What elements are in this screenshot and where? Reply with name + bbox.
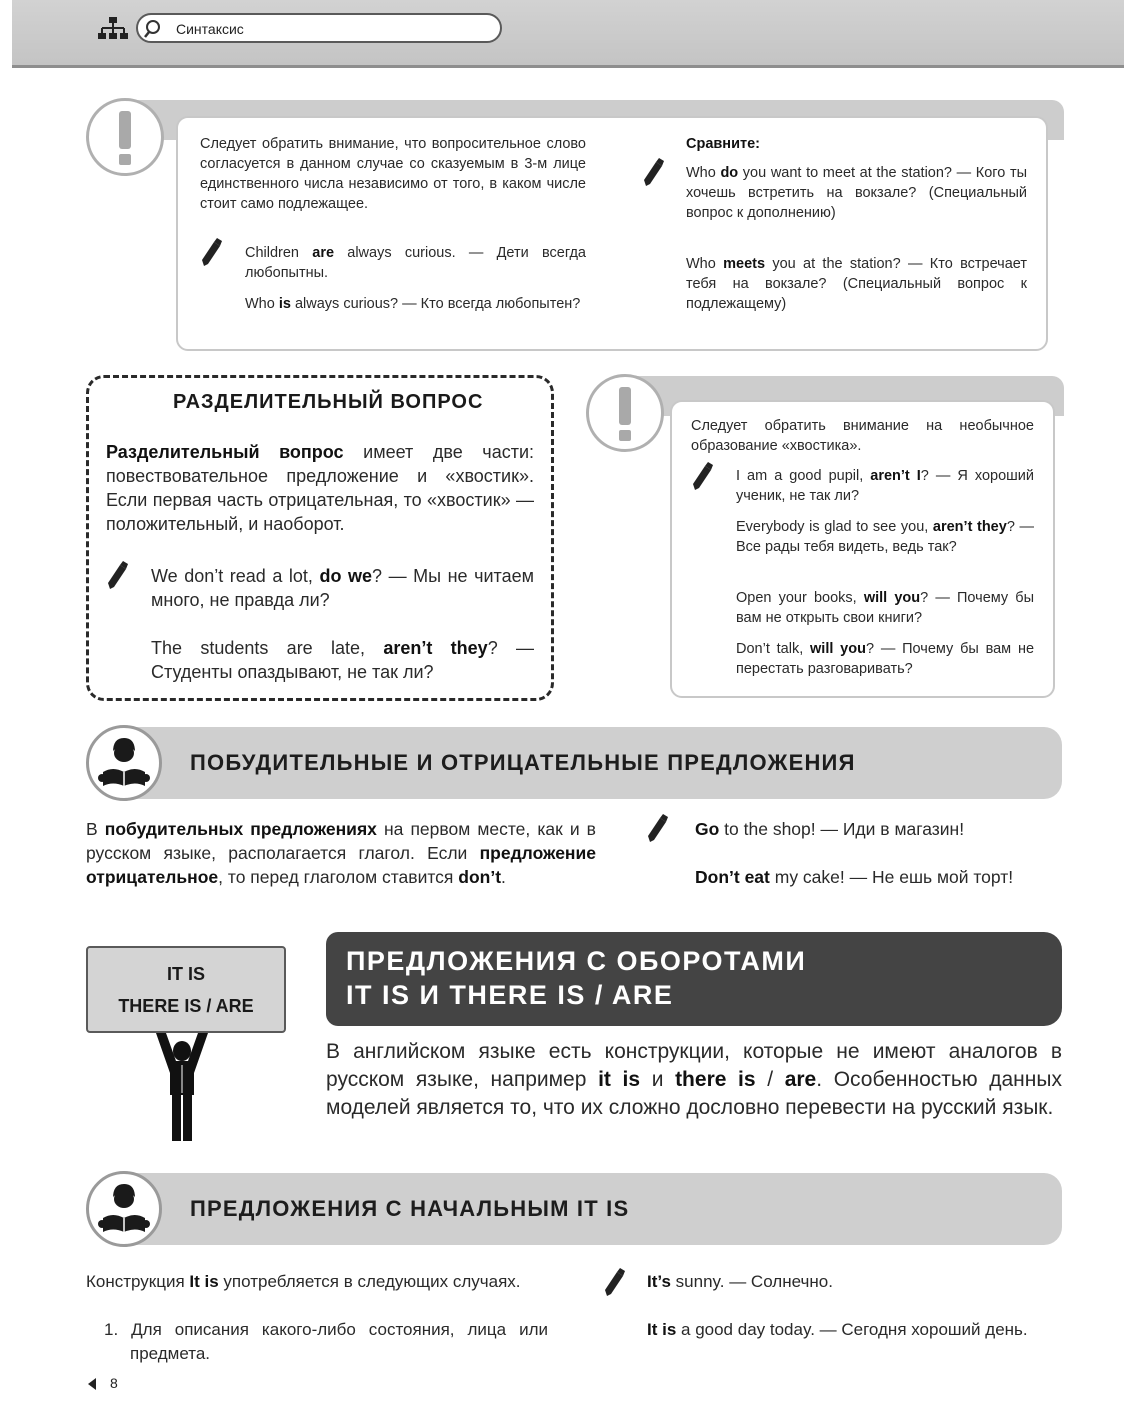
exclamation-icon — [86, 98, 164, 176]
pen-icon — [106, 561, 130, 591]
pen-icon — [642, 158, 666, 188]
top-bar — [12, 0, 1124, 68]
constructions-banner — [326, 932, 1062, 1026]
search-text: Синтаксис — [176, 21, 244, 37]
person-holding-sign-icon — [150, 1033, 214, 1143]
imperative-example-2: Don’t eat my cake! — Не ешь мой торт! — [695, 867, 1014, 887]
constructions-paragraph: В английском языке есть конструкции, которые не имеют аналогов в русском языке, например it is и there is / are. Особенностью данных моделей является то, что их сложно дословно перевести на русский язык. — [326, 1040, 1062, 1119]
tag-question-example-1: We don’t read a lot, do we? — Мы не читаем много, не правда ли? — [151, 566, 534, 610]
imperative-example-1: Go to the shop! — Иди в магазин! — [695, 819, 965, 839]
section-title: ПРЕДЛОЖЕНИЯ С НАЧАЛЬНЫМ IT IS — [190, 1196, 630, 1221]
tag-question-title: РАЗДЕЛИТЕЛЬНЫЙ ВОПРОС — [173, 391, 484, 413]
note2-intro: Следует обратить внимание на необычное образование «хвостика». — [691, 418, 1034, 454]
search-input[interactable] — [136, 13, 502, 43]
tag-question-definition: Разделительный вопрос имеет две части: повествовательное предложение и «хвостик». Если первая часть отрицательная, то «хвостик» — положительный, и наоборот. — [106, 442, 534, 534]
constructions-card — [86, 946, 286, 1033]
section-title: ПОБУДИТЕЛЬНЫЕ И ОТРИЦАТЕЛЬНЫЕ ПРЕДЛОЖЕНИЯ — [190, 750, 856, 775]
initial-it-paragraph: Конструкция It is употребляется в следующих случаях. — [86, 1272, 521, 1291]
note2-example-2: Everybody is glad to see you, aren’t they? — Все рады тебя видеть, ведь так? — [736, 519, 1034, 555]
initial-it-example-1: It’s sunny. — Солнечно. — [647, 1272, 833, 1291]
initial-it-example-2: It is a good day today. — Сегодня хороший день. — [647, 1320, 1028, 1339]
card-line-2: THERE IS / ARE — [118, 996, 254, 1016]
pen-icon — [200, 238, 224, 268]
compare-title: Сравните: — [686, 136, 760, 152]
compare-example-2: Who meets you at the station? — Кто встречает тебя на вокзале? (Специальный вопрос к подлежащему) — [686, 256, 1027, 312]
pen-icon — [646, 814, 670, 844]
note2-example-4: Don’t talk, will you? — Почему бы вам не перестать разговаривать? — [736, 641, 1035, 677]
imperative-paragraph: В побудительных предложениях на первом месте, как и в русском языке, располагается глагол. Если предложение отрицательное, то перед глаголом ставится don’t. — [86, 819, 596, 887]
tag-question-example-2: The students are late, aren’t they? — Студенты опаздывают, не так ли? — [151, 638, 535, 682]
card-line-1: IT IS — [166, 964, 205, 984]
search-icon — [144, 19, 164, 39]
note1-intro: Следует обратить внимание, что вопросительное слово согласуется в данном случае со сказуемым в 3-м лице единственного числа независимо от того, в каком числе стоит само подлежащее. — [200, 136, 586, 212]
note1-example-2: Who is always curious? — Кто всегда любопытен? — [245, 296, 581, 312]
note2-example-1: I am a good pupil, aren’t I? — Я хороший ученик, не так ли? — [736, 468, 1034, 504]
exclamation-icon — [586, 374, 664, 452]
note2-example-3: Open your books, will you? — Почему бы вам не открыть свои книги? — [736, 590, 1035, 626]
reader-icon — [86, 725, 162, 801]
reader-icon — [86, 1171, 162, 1247]
compare-example-1: Who do you want to meet at the station? — Кого ты хочешь встретить на вокзале? (Специальный вопрос к дополнению) — [686, 165, 1028, 221]
page-number: 8 — [110, 1375, 118, 1391]
banner-line-1: ПРЕДЛОЖЕНИЯ С ОБОРОТАМИ — [346, 946, 807, 976]
banner-line-2: IT IS И THERE IS / ARE — [346, 980, 674, 1010]
sitemap-icon[interactable] — [98, 17, 128, 41]
initial-it-list-item-1: 1. Для описания какого-либо состояния, лица или предмета. — [104, 1320, 548, 1363]
pen-icon — [603, 1268, 627, 1298]
pen-icon — [691, 462, 715, 492]
note1-example-1: Children are always curious. — Дети всегда любопытны. — [245, 245, 586, 281]
previous-page-arrow-icon[interactable] — [88, 1378, 96, 1390]
